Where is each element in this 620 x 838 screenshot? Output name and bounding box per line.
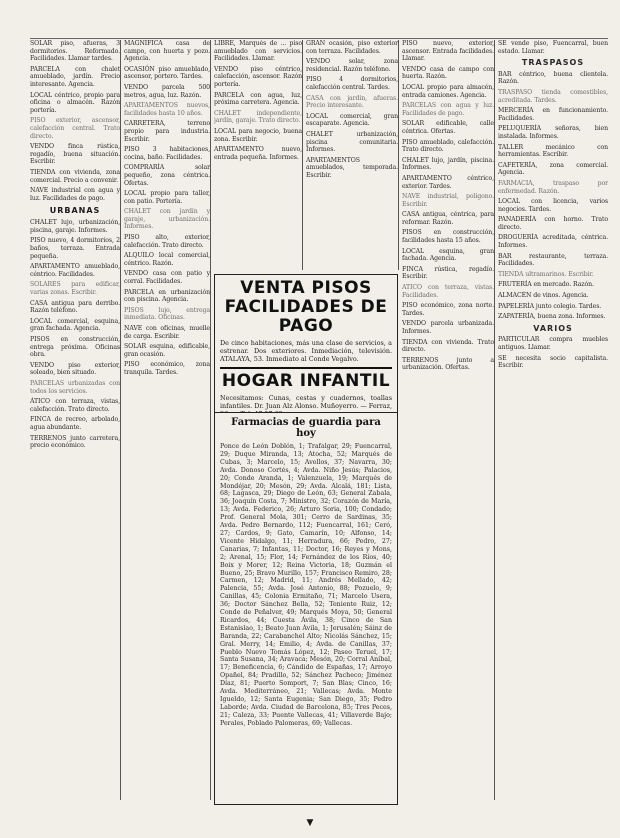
classified-ad: COMPRARÍA solar pequeño, zona céntrica. Ofertas. xyxy=(124,164,210,187)
classified-ad: LOCAL con licencia, varios negocios. Tardes. xyxy=(498,198,608,213)
ad-body-hogar-infantil: Necesitamos: Cunas, cestas y cuadernos, toallas infantiles. Dr. Juan Alz Alonso. Muñoyerro. — Ferraz, xyxy=(220,394,392,410)
classified-ad: VENDO casa con patio y corral. Facilidades. xyxy=(124,270,210,286)
classified-ad: VENDO piso exterior, soleado, bien situado. xyxy=(30,361,120,377)
classified-ad: PISOS lujo, entrega inmediata. Oficinas. xyxy=(124,306,210,322)
classified-ad: APARTAMENTO amueblado, céntrico. Facilidades. xyxy=(30,263,120,278)
classified-ad: PISO nuevo, 4 dormitorios, 2 baños, terraza. Entrada pequeña. xyxy=(30,237,120,260)
classified-ad: SOLARES para edificar, varias zonas. Escribir. xyxy=(30,281,120,297)
classified-ad: PARCELAS con agua y luz. Facilidades de pago. xyxy=(402,102,494,117)
classified-ad: PISO 4 dormitorios, calefacción central. Tardes. xyxy=(306,76,398,91)
classified-ad: APARTAMENTOS amueblados, temporada. Escribir. xyxy=(306,156,398,179)
classified-ad: SE necesita socio capitalista. Escribir. xyxy=(498,354,608,370)
top-rule xyxy=(30,38,608,39)
classified-ad: SE vende piso, Fuencarral, buen estado. Llamar. xyxy=(498,40,608,55)
classified-ad: VENDO solar, zona residencial. Razón teléfono. xyxy=(306,58,398,73)
classified-ad: ZAPATERÍA, buena zona. Informes. xyxy=(498,313,606,321)
classified-ad: ÁTICO con terraza, vistas. Facilidades. xyxy=(402,284,494,299)
classified-ad: VENDO parcela urbanizada. Informes. xyxy=(402,320,494,335)
classified-ad: LOCAL comercial, esquina, gran fachada. Agencia. xyxy=(30,317,120,333)
section-heading-urbanas: URBANAS xyxy=(49,206,101,216)
classified-ad: PISO exterior, ascensor, calefacción central. Trato directo. xyxy=(30,117,120,140)
classified-ad: APARTAMENTO céntrico, exterior. Tardes. xyxy=(402,174,494,190)
classified-ad: FINCA rústica, regadío. Escribir. xyxy=(402,265,494,281)
classified-ad: CAFETERÍA, zona comercial. Agencia. xyxy=(498,161,608,177)
classified-ad: CHALET independiente, jardín, garaje. Trato directo. xyxy=(214,109,302,125)
classified-column-3 xyxy=(214,40,303,270)
classified-ad: LOCAL para negocio, buena zona. Escribir. xyxy=(214,127,302,143)
classified-column-4 xyxy=(306,40,399,270)
classified-ad: PANADERÍA con horno. Trato directo. xyxy=(498,216,608,231)
classified-ad: PISO económico, zona tranquila. Tardes. xyxy=(124,361,210,376)
classified-ad: PARCELA en urbanización con piscina. Agencia. xyxy=(124,288,210,304)
classified-ad: TALLER mecánico con herramientas. Escribir. xyxy=(498,143,608,159)
classified-ad: FRUTERÍA en mercado. Razón. xyxy=(498,281,594,289)
classified-ad: CASA antigua, céntrica, para reformar. Razón. xyxy=(402,211,494,226)
classified-ad: LOCAL esquina, gran fachada. Agencia. xyxy=(402,247,494,263)
classified-ad: PAPELERÍA junto colegio. Tardes. xyxy=(498,302,602,310)
classified-ad: PISO alto, exterior, calefacción. Trato directo. xyxy=(124,234,210,249)
classified-ad: VENDO casa de campo con huerta. Razón. xyxy=(402,65,494,81)
page-footer-mark: ▼ xyxy=(306,818,314,828)
classified-ad: TIENDA con vivienda. Trato directo. xyxy=(402,338,494,354)
classified-ad: APARTAMENTO nuevo, entrada pequeña. Informes. xyxy=(214,146,302,161)
classified-ad: NAVE con oficinas, muelle de carga. Escribir. xyxy=(124,325,210,340)
classified-ad: PARCELAS urbanizadas con todos los servicios. xyxy=(30,379,120,395)
classified-ad: PISO económico, zona norte. Tardes. xyxy=(402,302,494,317)
ad-box-venta-pisos xyxy=(214,274,398,423)
classified-ad: LOCAL comercial, gran escaparate. Agencia. xyxy=(306,112,398,128)
classified-ad: TERRENOS junto carretera, precio económico. xyxy=(30,434,120,450)
classified-ad: PARTICULAR compra muebles antiguos. Llamar. xyxy=(498,336,608,351)
classified-ad: OCASIÓN piso amueblado, ascensor, portero. Tardes. xyxy=(124,65,210,81)
classified-ad: PISO 3 habitaciones, cocina, baño. Facilidades. xyxy=(124,146,210,161)
classified-ad: MAGNÍFICA casa de campo, con huerta y pozo. Agencia. xyxy=(124,40,210,63)
classified-ad: PISO nuevo, exterior, ascensor. Entrada facilidades. Llamar. xyxy=(402,40,494,63)
classified-column-1 xyxy=(30,40,121,800)
classified-column-5 xyxy=(402,40,495,800)
classified-ad: SOLAR edificable, calle céntrica. Ofertas. xyxy=(402,120,494,135)
pharmacy-title: Farmacias de guardia para hoy xyxy=(231,417,381,439)
section-heading: TRASPASOS xyxy=(521,58,585,68)
classified-ad: NAVE industrial, polígono. Escribir. xyxy=(402,193,494,208)
classified-column-2 xyxy=(124,40,211,800)
classified-ad: LOCAL propio para taller, con patio. Portería. xyxy=(124,190,210,205)
classified-ad: BAR restaurante, terraza. Facilidades. xyxy=(498,252,608,268)
classified-ad: PISO amueblado, calefacción. Trato directo. xyxy=(402,138,494,154)
ad-body-venta-pisos: De cinco habitaciones, más una clase de servicios, a estrenar. Dos exteriores. Inmediación, televisión. ATALAYA, 53. Inmediato al Conde Vegalvo. xyxy=(220,339,392,363)
classified-ad: SOLAR esquina, edificable, gran ocasión. xyxy=(124,343,210,358)
classified-ad: ALMACÉN de vinos. Agencia. xyxy=(498,292,589,300)
classified-ad: SOLAR piso, afueras, 3 dormitorios. Reformado. Facilidades. Llamar tardes. xyxy=(30,40,120,63)
classified-ad: FARMACIA, traspaso por enfermedad. Razón. xyxy=(498,179,608,195)
classified-ad: VENDO piso céntrico, calefacción, ascensor. Razón portería. xyxy=(214,65,302,88)
ad-title-hogar-infantil: HOGAR INFANTIL xyxy=(221,371,391,391)
classified-ad: BAR céntrico, buena clientela. Razón. xyxy=(498,70,608,86)
classified-ad: CASA antigua para derribo. Razón teléfono. xyxy=(30,299,120,315)
section-heading: VARIOS xyxy=(533,323,573,333)
classified-ad: LOCAL propio para almacén, entrada camiones. Agencia. xyxy=(402,83,494,99)
classified-ad: PARCELA con chalet amueblado, jardín. Precio interesante. Agencia. xyxy=(30,65,120,88)
classified-ad: TRASPASO tienda comestibles, acreditada. Tardes. xyxy=(498,88,608,104)
classified-ad: PELUQUERÍA señoras, bien instalada. Informes. xyxy=(498,125,608,140)
classified-ad: APARTAMENTOS nuevos, facilidades hasta 10 años. xyxy=(124,102,210,117)
classified-ad: TERRENOS junto a urbanización. Ofertas. xyxy=(402,356,494,372)
classified-ad: NAVE industrial con agua y luz. Facilidades de pago. xyxy=(30,187,120,202)
classified-ad: ÁTICO con terraza, vistas, calefacción. Trato directo. xyxy=(30,398,120,413)
classified-ad: LIBRE, Marqués de ... piso amueblado con servicios. Facilidades. Llamar. xyxy=(214,40,302,63)
classified-ad: FINCA de recreo, arbolado, agua abundante. xyxy=(30,416,120,431)
ad-divider xyxy=(220,367,392,369)
classified-ad: TIENDA con vivienda, zona comercial. Precio a convenir. xyxy=(30,168,120,184)
pharmacy-box xyxy=(214,412,398,805)
pharmacy-list: Ponce de León Doblón, 1; Trafalgar, 29; Fuencarral, 29; Duque Miranda, 13; Atocha, 52; Marqués de Cubas, 3; Marcelo, 15; Avellos, 37; Navarra, 30; Avda. Donoso Cortés, 4; Avda. Niño Jesús; Palacios, 20; Conde Aranda, 1; Valenzuela, 19; Marqués de Mondéjar, 20; Mesón, 29; Avda. Alcalá, 181; Lista, 68; Lagasca, 29; Diego de León, 63; General Zabala, 36; Joaquín Costa, 7; Ministro, 32; Corazón de María, 13; Avda. Federico, 26; Arturo Soria, 100; Condado; Prof. General Mola, 301; Cerro de Sardinas, 35; Avda. Pedro Bernardo, 112; Fuencarral, 161; Ceró, 27; Cardos, 9; Gato, Camarín, 10; Alfonso, 14; Vicente Hidalgo, 11; Herradura, 66; Pedro, 27; Canarias, 7; Infantas, 11; Doctor, 16; Reyes y Mons, 2; Arenal, 15; Flor, 14; Fernández de los Ríos, 40; Boix y Morer, 12; Reina Victoria, 18; Guzmán el Bueno, 25; Bravo Murillo, 157; Francisco Remiro, 28; Carmen, 12; Madrid, 11; Andrés Mellado, 42; Palencia, 55; Avda. José Antonio, 88; Pozuelo, 9; Canillas, 45; Colonia Ermitaño, 71; Marcelo Usera, 36; Doctor Sánchez Bella, 52; Teniente Ruiz, 12; Conde de Peñalver, 49; Marqués Moya, 50; General Ricardos, 44; Cuesta Ávila, 38; Cinco de San Estanislao, 1; Beato Juan Ávila, 1; Jerusalén; Sáinz de Baranda, 22; Carabanchel Alto; Nicolás Sánchez, 15; Gral. Merry, 14; Emilio, 4; Avda. de Canillas, 37; Pueblo Nuevo Tomás López, 12; Paseo Teruel, 17; Santa Susana, 34; Aravaca; Mesón, 20; Corral Aníbal, 17; Beneficencia, 6; Cándido de Españas, 17; Arroyo Opañel, 84; Pradillo, 52; Sánchez Pacheco; Jiménez Díaz, 81; Puerto Somport, 7; San Blas; Cinco, 16; Avda. Mediterráneo, 21; Vallecas; Avda. Monte Igueldo, 12; Santa Eugenia; San Diego, 35; Pedro Laborde; Avda. Ciudad de Barcelona, 85; Tres Peces, 21; Caleza, 33; Puente Vallecas, 41; Villaverde Bajo; Perales, Poblado Palomeras, 69; Vallecas. xyxy=(220,443,392,727)
classified-ad: CASA con jardín, afueras. Precio interesante. xyxy=(306,94,398,110)
classified-ad: PARCELA con agua, luz, próxima carretera. Agencia. xyxy=(214,91,302,107)
classified-ad: VENDO finca rústica, regadío, buena situación. Escribir. xyxy=(30,143,120,166)
classified-ad: TIENDA ultramarinos. Escribir. xyxy=(498,270,594,278)
classified-ad: CHALET lujo, jardín, piscina. Informes. xyxy=(402,156,494,172)
classified-ad: VENDO parcela 500 metros, agua, luz. Razón. xyxy=(124,83,210,99)
classified-ad: LOCAL céntrico, propio para oficina o almacén. Razón portería. xyxy=(30,91,120,114)
classified-ad: PISOS en construcción, entrega próxima. Oficinas obra. xyxy=(30,336,120,359)
classified-ad: CHALET urbanización, piscina comunitaria. Informes. xyxy=(306,130,398,154)
classified-ad: CHALET lujo, urbanización, piscina, garaje. Informes. xyxy=(30,219,120,234)
classified-ad: GRAN ocasión, piso exterior con terraza. Facilidades. xyxy=(306,40,398,55)
ad-title-venta-pisos: VENTA PISOS FACILIDADES DE PAGO xyxy=(224,278,388,336)
classified-ad: MERCERÍA en funcionamiento. Facilidades. xyxy=(498,107,608,122)
classified-ad: DROGUERÍA acreditada, céntrica. Informes. xyxy=(498,234,608,250)
classified-ad: ALQUILO local comercial, céntrico. Razón. xyxy=(124,252,210,267)
classified-ad: PISOS en construcción, facilidades hasta 15 años. xyxy=(402,229,494,245)
classified-column-6 xyxy=(498,40,608,800)
classified-ad: CHALET con jardín y garaje, urbanización. Informes. xyxy=(124,208,210,231)
classified-ad: CARRETERA, terreno propio para industria. Escribir. xyxy=(124,120,210,143)
